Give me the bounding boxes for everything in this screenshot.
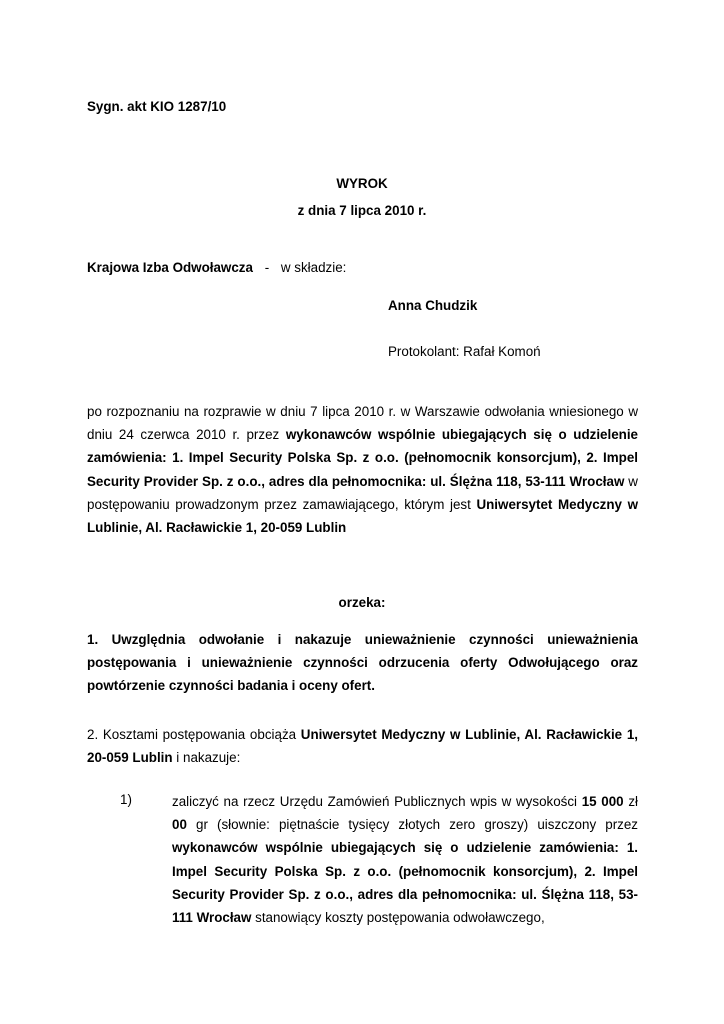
point2-text-2: i nakazuje: xyxy=(172,750,241,766)
sub1-text-3: gr (słownie: piętnaście tysięcy złotych zero groszy) uiszczony przez xyxy=(186,817,638,833)
composition-label: w składzie: xyxy=(280,260,347,275)
document-title: WYROK xyxy=(336,176,388,191)
ruling-heading: orzeka: xyxy=(338,595,386,610)
composition-dash: - xyxy=(264,260,270,275)
point2-party: Uniwersytet Medyczny w Lublinie, Al. Racławickie 1, 20-059 Lublin xyxy=(87,727,638,766)
intro-paragraph xyxy=(87,400,638,539)
intro-text-1: po rozpoznaniu na rozprawie w dniu 7 lipca 2010 r. w Warszawie odwołania wniesionego w dniu 24 czerwca 2010 r. przez xyxy=(87,404,638,443)
case-signature: Sygn. akt KIO 1287/10 xyxy=(87,99,227,114)
sub1-text-4: stanowiący koszty postępowania odwoławczego, xyxy=(251,910,545,926)
point2-text-1: 2. Kosztami postępowania obciąża xyxy=(87,727,301,742)
clerk: Protokolant: Rafał Komoń xyxy=(388,344,541,359)
sub-item-1 xyxy=(172,790,638,929)
fee-grosze: 00 xyxy=(172,817,187,833)
contracting-authority: Uniwersytet Medyczny w Lublinie, Al. Racławickie 1, 20-059 Lublin xyxy=(87,496,638,536)
composition-line xyxy=(87,260,346,275)
panel-member: Anna Chudzik xyxy=(388,298,478,313)
sub1-text-1: zaliczyć na rzecz Urzędu Zamówień Publicznych wpis w wysokości xyxy=(172,794,582,809)
sub-item-number: 1) xyxy=(120,792,132,807)
intro-text-2: w postępowaniu prowadzonym przez zamawiającego, którym jest xyxy=(87,473,638,512)
appellant: wykonawców wspólnie ubiegających się o udzielenie zamówienia: 1. Impel Security Polska Sp. z o.o. (pełnomocnik konsorcjum), 2. Impel Security Provider Sp. z o.o., adres dla pełnomocnika: ul. Ślężna 118, 53-111 Wrocław xyxy=(87,427,638,489)
sub1-appellant: wykonawców wspólnie ubiegających się o udzielenie zamówienia: 1. Impel Security Polska Sp. z o.o. (pełnomocnik konsorcjum), 2. Impel Security Provider Sp. z o.o., adres dla pełnomocnika: ul. Ślężna 118, 53-111 Wrocław xyxy=(172,840,638,926)
court-name: Krajowa Izba Odwoławcza xyxy=(87,260,253,275)
ruling-point-2 xyxy=(87,723,638,769)
sub1-text-2: zł xyxy=(623,794,638,809)
document-date: z dnia 7 lipca 2010 r. xyxy=(297,203,427,218)
fee-zloty: 15 000 xyxy=(581,794,624,809)
ruling-point-1: 1. Uwzględnia odwołanie i nakazuje unieważnienie czynności unieważnienia postępowania i unieważnienie czynności odrzucenia oferty Odwołującego oraz powtórzenie czynności badania i oceny ofert. xyxy=(87,632,638,694)
